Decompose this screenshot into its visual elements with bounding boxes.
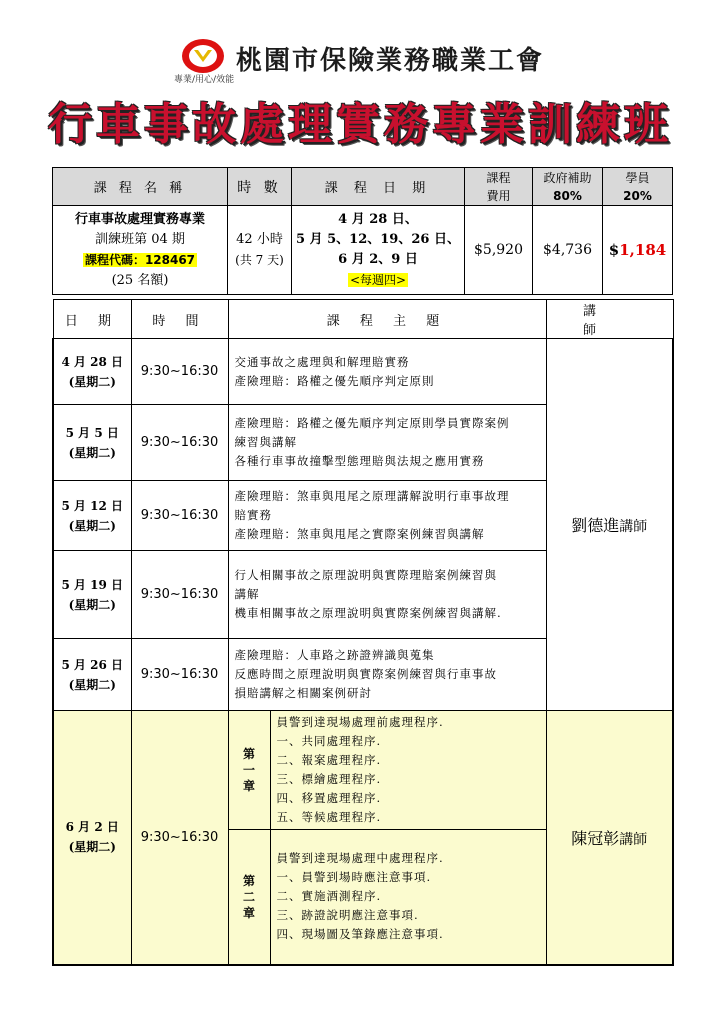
course-name-cell [53,206,228,295]
topic-line: 練習與講解 [234,435,297,449]
header-subsidy [533,168,603,206]
course-banner-title: 行車事故處理實務專業訓練班 [48,99,672,150]
session-time: 9:30~16:30 [131,405,228,481]
header-student-line1: 學員 [625,170,650,185]
topic-line: 一、共同處理程序. [276,734,382,748]
topic-line: 機車相關事故之原理說明與實際案例練習與講解. [234,606,502,620]
topic-line: 交通事故之處理與和解理賠實務 [234,354,410,369]
schedule-header-teacher: 講 師 [546,300,673,339]
schedule-row [53,339,673,405]
topic-line: 四、移置處理程序. [276,791,382,805]
schedule-header-time: 時 間 [131,300,228,339]
topic-line: 產險理賠：路權之優先順序判定原則學員實際案例 [234,416,510,430]
session-date: 5 月 19 日 [61,577,124,592]
chapter-1-topics [270,711,546,830]
chapter-2-topics [270,830,546,965]
schedule-row-final [53,711,673,830]
session-date-cell [53,481,131,551]
government-subsidy: $4,736 [533,206,603,295]
session-date: 5 月 5 日 [65,425,119,440]
header-fee [465,168,533,206]
course-dates-line3: 6 月 2、9 日 [338,251,418,267]
course-dates-line1: 4 月 28 日、 [338,211,418,227]
teacher-name: 劉德進 [571,516,620,535]
union-logo [180,36,226,76]
topic-line: 講解 [234,587,260,601]
session-time: 9:30~16:30 [131,551,228,639]
session-weekday: (星期二) [68,374,116,389]
session-topic [228,405,546,481]
session-topic [228,339,546,405]
teacher-cell-2 [546,711,673,965]
header-fee-line2: 費用 [486,188,511,203]
topic-line: 四、現場圖及筆錄應注意事項. [276,927,444,942]
topic-line: 反應時間之原理說明與實際案例練習與行車事故 [234,667,497,681]
topic-line: 產險理賠：煞車與甩尾之原理講解說明行車事故理 [234,489,510,503]
schedule-header-date: 日 期 [53,300,131,339]
session-date-cell [53,405,131,481]
session-topic [228,639,546,711]
course-hours-cell [228,206,292,295]
course-quota: (25 名額) [111,272,169,288]
session-weekday: (星期二) [68,677,116,692]
course-name-line1: 行車事故處理實務專業 [74,211,205,227]
session-time: 9:30~16:30 [131,711,228,965]
chapter-2-text: 第二章 [242,873,255,920]
teacher-title: 講師 [619,519,648,535]
header-student-line2: 20% [623,188,652,203]
chapter-1-text: 第一章 [242,747,255,793]
organization-name: 桃園市保險業務職業工會 [236,46,545,76]
header-student [603,168,673,206]
session-date: 5 月 26 日 [61,657,124,672]
topic-line: 各種行車事故撞擊型態理賠與法規之應用實務 [234,454,485,468]
chapter-1-label [228,711,270,830]
session-weekday: (星期二) [68,445,116,460]
course-fee: $5,920 [465,206,533,295]
session-time: 9:30~16:30 [131,339,228,405]
session-time: 9:30~16:30 [131,481,228,551]
session-date-cell [53,339,131,405]
topic-line: 二、實施酒測程序. [276,889,382,904]
topic-line: 五、等候處理程序. [276,810,382,824]
teacher-cell-1 [546,339,673,711]
schedule-table [52,299,674,966]
session-time: 9:30~16:30 [131,639,228,711]
session-topic [228,481,546,551]
teacher-name: 陳冠彰 [571,828,620,848]
topic-line: 產險理賠：煞車與甩尾之實際案例練習與講解 [234,527,485,541]
topic-line: 二、報案處理程序. [276,753,382,767]
session-date-cell [53,711,131,965]
topic-line: 一、員警到場時應注意事項. [276,870,432,885]
course-name-line2: 訓練班第 04 期 [95,231,185,247]
course-days: (共 7 天) [235,253,284,267]
student-payment [603,206,673,295]
weekday-badge: <每週四> [349,272,407,287]
topic-line: 三、跡證說明應注意事項. [276,908,419,923]
header-subsidy-line1: 政府補助 [543,170,592,185]
header-course-dates: 課 程 日 期 [292,168,465,206]
topic-line: 產險理賠：路權之優先順序判定原則 [234,373,435,388]
session-date: 4 月 28 日 [61,354,124,369]
schedule-header-topic: 課 程 主 題 [228,300,546,339]
topic-line: 三、標繪處理程序. [276,772,382,786]
session-weekday: (星期二) [68,597,116,612]
header-hours: 時 數 [228,168,292,206]
session-topic [228,551,546,639]
organization-slogan: 專業/用心/效能 [174,75,235,85]
header-course-name: 課 程 名 稱 [53,168,228,206]
session-date-cell [53,639,131,711]
session-date: 5 月 12 日 [61,498,124,513]
topic-line: 損賠講解之相關案例研討 [234,686,372,700]
session-weekday: (星期二) [68,840,116,855]
topic-line: 產險理賠：人車路之跡證辨識與蒐集 [234,648,435,662]
course-hours: 42 小時 [236,232,283,247]
student-payment-amount: 1,184 [619,241,667,259]
session-weekday: (星期二) [68,518,116,533]
course-dates-line2: 5 月 5、12、19、26 日、 [296,231,460,247]
header-subsidy-line2: 80% [553,188,582,203]
topic-line: 員警到達現場處理中處理程序. [276,851,444,866]
header-fee-line1: 課程 [486,170,511,185]
session-date: 6 月 2 日 [65,820,119,835]
chapter-2-label [228,830,270,965]
topic-line: 行人相關事故之原理說明與實際理賠案例練習與 [234,568,497,582]
session-date-cell [53,551,131,639]
course-code-badge: 課程代碼：128467 [84,252,196,267]
topic-line: 員警到達現場處理前處理程序. [276,715,444,729]
topic-line: 賠實務 [234,508,272,522]
course-summary-table [52,167,673,295]
teacher-title: 講師 [619,831,648,848]
course-dates-cell [292,206,465,295]
student-payment-prefix: $ [608,241,620,259]
